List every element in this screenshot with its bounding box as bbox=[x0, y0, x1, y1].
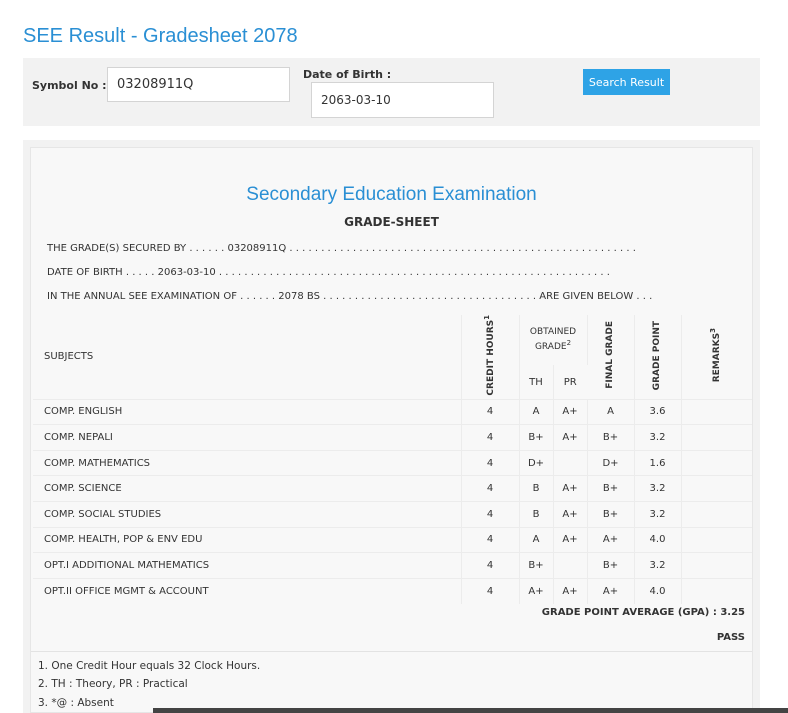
gpa-summary: GRADE POINT AVERAGE (GPA) : 3.25 bbox=[541, 607, 745, 618]
dob-label: Date of Birth : bbox=[303, 68, 392, 81]
credit-cell: 4 bbox=[461, 476, 519, 502]
remarks-cell bbox=[681, 553, 752, 579]
exam-year-line: IN THE ANNUAL SEE EXAMINATION OF . . . . . . 2078 BS . . . . . . . . . . . . . . . . . . . . . . . . . . . . . . . . . . ARE GIVEN BELOW . . . bbox=[47, 291, 653, 302]
remarks-cell bbox=[681, 450, 752, 476]
footnote-th-pr: 2. TH : Theory, PR : Practical bbox=[38, 678, 188, 690]
pr-cell: A+ bbox=[553, 578, 587, 604]
final-grade-cell: B+ bbox=[587, 476, 634, 502]
symbol-label: Symbol No : bbox=[32, 79, 107, 92]
remarks-cell bbox=[681, 578, 752, 604]
grade-point-cell: 3.2 bbox=[634, 476, 681, 502]
final-grade-header: FINAL GRADE bbox=[587, 315, 634, 399]
remarks-cell bbox=[681, 399, 752, 425]
table-row bbox=[33, 450, 752, 476]
th-cell: B+ bbox=[519, 553, 553, 579]
pr-cell: A+ bbox=[553, 527, 587, 553]
grade-point-cell: 3.2 bbox=[634, 553, 681, 579]
grade-sheet-title: GRADE-SHEET bbox=[344, 215, 439, 229]
final-grade-cell: B+ bbox=[587, 425, 634, 451]
th-cell: B bbox=[519, 501, 553, 527]
date-of-birth-input[interactable] bbox=[311, 82, 494, 118]
search-panel bbox=[23, 58, 760, 126]
subject-cell: COMP. SCIENCE bbox=[33, 476, 461, 502]
credit-cell: 4 bbox=[461, 578, 519, 604]
grade-sheet-panel bbox=[23, 140, 760, 713]
subject-cell: OPT.I ADDITIONAL MATHEMATICS bbox=[33, 553, 461, 579]
remarks-cell bbox=[681, 425, 752, 451]
grades-table bbox=[33, 315, 752, 604]
remarks-cell bbox=[681, 527, 752, 553]
final-grade-cell: B+ bbox=[587, 553, 634, 579]
subject-cell: COMP. SOCIAL STUDIES bbox=[33, 501, 461, 527]
grade-point-cell: 3.6 bbox=[634, 399, 681, 425]
credit-cell: 4 bbox=[461, 425, 519, 451]
bottom-scrollbar[interactable] bbox=[153, 708, 788, 713]
divider bbox=[31, 651, 752, 652]
grade-point-cell: 3.2 bbox=[634, 425, 681, 451]
footnote-credit-hours: 1. One Credit Hour equals 32 Clock Hours. bbox=[38, 660, 261, 672]
final-grade-cell: A+ bbox=[587, 578, 634, 604]
remarks-header: REMARKS$^3$ bbox=[709, 328, 723, 383]
table-row bbox=[33, 578, 752, 604]
subject-cell: COMP. MATHEMATICS bbox=[33, 450, 461, 476]
th-cell: B bbox=[519, 476, 553, 502]
credit-cell: 4 bbox=[461, 527, 519, 553]
final-grade-cell: B+ bbox=[587, 501, 634, 527]
subject-cell: COMP. HEALTH, POP & ENV EDU bbox=[33, 527, 461, 553]
table-row bbox=[33, 476, 752, 502]
table-row bbox=[33, 425, 752, 451]
result-status: PASS bbox=[716, 632, 745, 643]
pr-cell: A+ bbox=[553, 501, 587, 527]
table-row bbox=[33, 399, 752, 425]
secured-by-line: THE GRADE(S) SECURED BY . . . . . . 03208911Q . . . . . . . . . . . . . . . . . . . . . . . . . . . . . . . . . . . . . . . . . . . . . . . . . . . . . . . bbox=[47, 243, 636, 254]
grade-point-cell: 4.0 bbox=[634, 527, 681, 553]
credit-cell: 4 bbox=[461, 450, 519, 476]
grade-point-cell: 1.6 bbox=[634, 450, 681, 476]
final-grade-cell: A bbox=[587, 399, 634, 425]
th-cell: B+ bbox=[519, 425, 553, 451]
final-grade-cell: A+ bbox=[587, 527, 634, 553]
table-row bbox=[33, 501, 752, 527]
remarks-cell bbox=[681, 501, 752, 527]
pr-cell: A+ bbox=[553, 476, 587, 502]
grade-point-cell: 4.0 bbox=[634, 578, 681, 604]
subject-cell: OPT.II OFFICE MGMT & ACCOUNT bbox=[33, 578, 461, 604]
pr-cell bbox=[553, 450, 587, 476]
dob-line: DATE OF BIRTH . . . . . 2063-03-10 . . . . . . . . . . . . . . . . . . . . . . . . . . . . . . . . . . . . . . . . . . . . . . . . . . . . . . . . . . . . . . bbox=[47, 267, 610, 278]
obtained-grade-header: OBTAINED GRADE$^2$ bbox=[519, 315, 587, 365]
pr-cell: A+ bbox=[553, 399, 587, 425]
subjects-header: SUBJECTS bbox=[33, 315, 461, 399]
grade-point-cell: 3.2 bbox=[634, 501, 681, 527]
pr-header: PR bbox=[563, 376, 577, 388]
th-cell: D+ bbox=[519, 450, 553, 476]
credit-cell: 4 bbox=[461, 553, 519, 579]
remarks-cell bbox=[681, 476, 752, 502]
credit-cell: 4 bbox=[461, 399, 519, 425]
symbol-number-input[interactable] bbox=[107, 67, 290, 102]
final-grade-cell: D+ bbox=[587, 450, 634, 476]
th-header: TH bbox=[519, 365, 553, 399]
footnote-absent: 3. *@ : Absent bbox=[38, 697, 114, 709]
th-cell: A+ bbox=[519, 578, 553, 604]
subject-cell: COMP. NEPALI bbox=[33, 425, 461, 451]
credit-hours-header: CREDIT HOURS$^1$ bbox=[461, 315, 519, 399]
subject-cell: COMP. ENGLISH bbox=[33, 399, 461, 425]
pr-cell bbox=[553, 553, 587, 579]
table-row bbox=[33, 527, 752, 553]
credit-cell: 4 bbox=[461, 501, 519, 527]
search-result-button[interactable]: Search Result bbox=[583, 69, 670, 95]
exam-title: Secondary Education Examination bbox=[246, 184, 537, 205]
th-cell: A bbox=[519, 527, 553, 553]
grade-point-header: GRADE POINT bbox=[634, 315, 681, 399]
table-row bbox=[33, 553, 752, 579]
pr-cell: A+ bbox=[553, 425, 587, 451]
grade-sheet bbox=[30, 147, 753, 713]
page-title: SEE Result - Gradesheet 2078 bbox=[23, 25, 298, 47]
th-cell: A bbox=[519, 399, 553, 425]
